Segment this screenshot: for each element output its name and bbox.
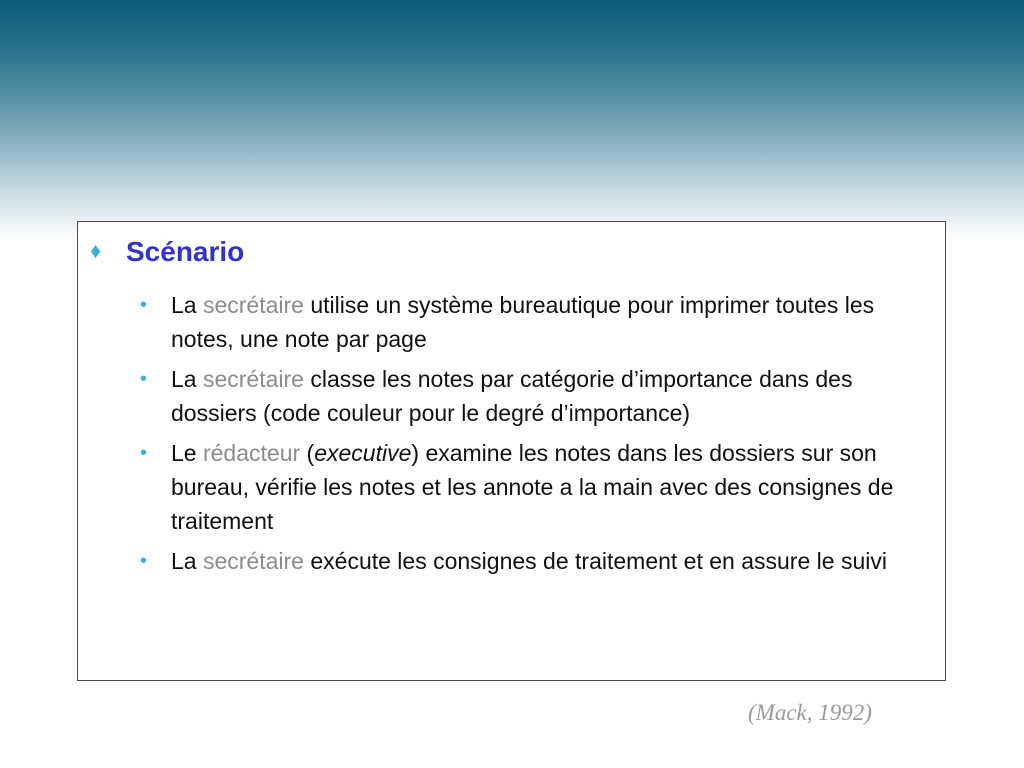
bullet-text: classe les notes par catégorie d’importance dans des dossiers (code couleur pour le degré d’importance) [171, 366, 853, 426]
content-box [77, 221, 946, 681]
bullet-prefix: Le [171, 440, 203, 466]
bullet-list [140, 288, 940, 584]
bullet-prefix: La [171, 292, 203, 318]
bullet-dot-icon: • [140, 368, 148, 390]
bullet-text: ) examine les notes dans les dossiers sur son bureau, vérifie les notes et les annote a la main avec des consignes de traitement [171, 440, 894, 534]
paren-open: ( [300, 440, 315, 466]
role-highlight: secrétaire [202, 366, 304, 392]
header-gradient-band [0, 0, 1024, 240]
list-item [140, 436, 940, 538]
slide-heading [90, 236, 244, 268]
bullet-prefix: La [171, 548, 203, 574]
italic-term: executive [314, 440, 412, 466]
bullet-prefix: La [171, 366, 203, 392]
list-item [140, 544, 940, 578]
role-highlight: rédacteur [202, 440, 301, 466]
heading-text: Scénario [126, 236, 245, 267]
citation: (Mack, 1992) [748, 700, 872, 725]
role-highlight: secrétaire [202, 292, 304, 318]
role-highlight: secrétaire [202, 548, 304, 574]
list-item [140, 362, 940, 430]
diamond-bullet-icon: ♦ [90, 238, 102, 263]
list-item [140, 288, 940, 356]
bullet-text: exécute les consignes de traitement et en assure le suivi [303, 548, 887, 574]
bullet-text: utilise un système bureautique pour imprimer toutes les notes, une note par page [171, 292, 875, 352]
bullet-dot-icon: • [140, 294, 148, 316]
bullet-dot-icon: • [140, 442, 148, 464]
bullet-dot-icon: • [140, 550, 148, 572]
